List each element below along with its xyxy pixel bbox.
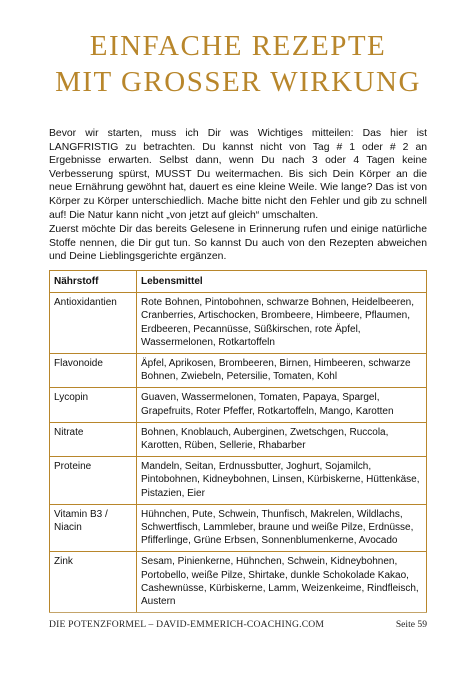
page-number: Seite 59 xyxy=(395,619,427,630)
nutrient-table xyxy=(49,270,427,613)
foods-cell: Mandeln, Seitan, Erdnussbutter, Joghurt, Sojamilch, Pintobohnen, Kidneybohnen, Linsen, Kürbiskerne, Hüttenkäse, Pistazien, Eier xyxy=(137,457,427,505)
foods-cell: Sesam, Pinienkerne, Hühnchen, Schwein, Kidneybohnen, Portobello, weiße Pilze, Shirtake, dunkle Schokolade Kakao, Cashewnüsse, Kürbiskerne, Lamm, Weizenkeime, Rindfleisch, Austern xyxy=(137,552,427,613)
table-row xyxy=(50,388,427,422)
nutrient-cell: Proteine xyxy=(50,457,137,505)
header-nutrient: Nährstoff xyxy=(50,271,137,293)
intro-paragraph: Bevor wir starten, muss ich Dir was Wichtiges mitteilen: Das hier ist LANGFRISTIG zu betrachten. Du kannst nicht von Tag # 1 oder # 2 an Ergebnisse erwarten. Selbst dann, wenn Du nach 3 oder 4 Tagen keine Verbesserung spürst, MUSST Du weitermachen. Bis sich Dein Körper an die neue Ernährung gewöhnt hat, dauert es eine kleine Weile. Wie lange? Das ist von Körper zu Körper unterschiedlich. Mache bitte nicht den Fehler und gib zu schnell auf! Die Natur kann nicht „von jetzt auf gleich“ umschalten. xyxy=(49,128,427,221)
table-header-row xyxy=(50,271,427,293)
nutrient-cell: Zink xyxy=(50,552,137,613)
table-row xyxy=(50,457,427,505)
nutrient-cell: Vitamin B3 / Niacin xyxy=(50,504,137,552)
footer-divider xyxy=(49,612,427,613)
table-row xyxy=(50,422,427,456)
nutrient-cell: Antioxidantien xyxy=(50,293,137,354)
footer-title: DIE POTENZFORMEL – DAVID-EMMERICH-COACHING.COM xyxy=(49,619,325,630)
foods-cell: Hühnchen, Pute, Schwein, Thunfisch, Makrelen, Wildlachs, Schwertfisch, Lammleber, braune und weiße Pilze, Erdnüsse, Pfifferlinge, Grüne Erbsen, Sonnenblumenkerne, Avocado xyxy=(137,504,427,552)
nutrient-cell: Nitrate xyxy=(50,422,137,456)
foods-cell: Guaven, Wassermelonen, Tomaten, Papaya, Spargel, Grapefruits, Roter Pfeffer, Rotkartoffeln, Mango, Karotten xyxy=(137,388,427,422)
table-row xyxy=(50,504,427,552)
table-row xyxy=(50,552,427,613)
table-row xyxy=(50,293,427,354)
foods-cell: Äpfel, Aprikosen, Brombeeren, Birnen, Himbeeren, schwarze Bohnen, Zwiebeln, Petersilie, Tomaten, Kohl xyxy=(137,354,427,388)
nutrients-intro-paragraph: Zuerst möchte Dir das bereits Gelesene in Erinnerung rufen und einige natürliche Stoffe nennen, die Dir gut tun. So kannst Du auch von den Rezepten abweichen und Deine Lieblingsgerichte ergänzen. xyxy=(49,224,427,263)
foods-cell: Bohnen, Knoblauch, Auberginen, Zwetschgen, Ruccola, Karotten, Rüben, Sellerie, Rhabarber xyxy=(137,422,427,456)
page-title-line-1: EINFACHE REZEPTE xyxy=(89,30,387,62)
table-row xyxy=(50,354,427,388)
nutrient-cell: Lycopin xyxy=(50,388,137,422)
page-title-line-2: MIT GROSSER WIRKUNG xyxy=(55,66,421,98)
foods-cell: Rote Bohnen, Pintobohnen, schwarze Bohnen, Heidelbeeren, Cranberries, Artischocken, Brombeere, Himbeere, Pflaumen, Erdbeeren, Pecannüsse, Süßkirschen, rote Äpfel, Wassermelonen, Rotkartoffeln xyxy=(137,293,427,354)
nutrient-cell: Flavonoide xyxy=(50,354,137,388)
header-foods: Lebensmittel xyxy=(137,271,427,293)
